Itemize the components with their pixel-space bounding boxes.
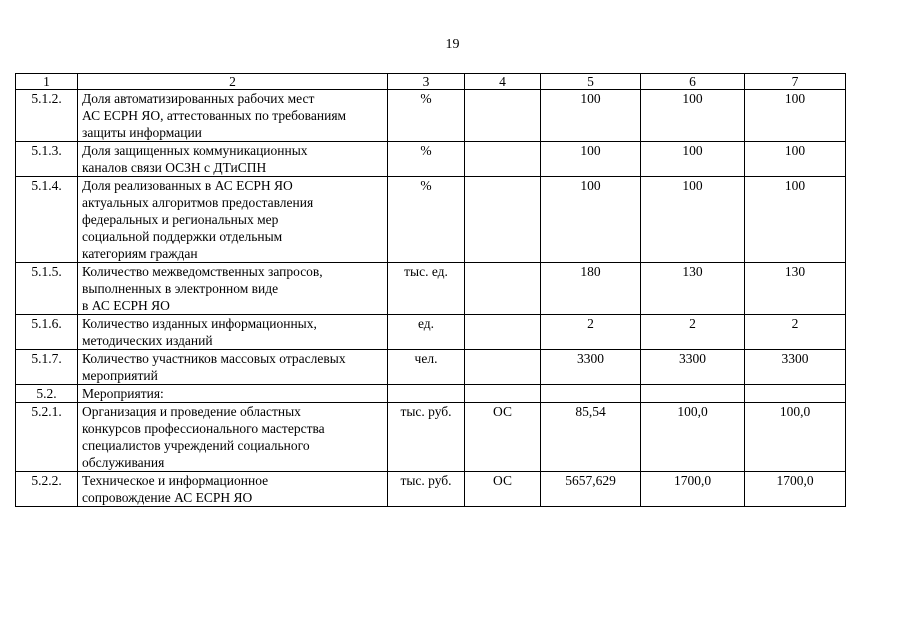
indicator-name-line: специалистов учреждений социального	[82, 438, 310, 453]
indicator-name-cell	[78, 177, 388, 263]
indicator-name-cell	[78, 315, 388, 350]
indicator-name-cell	[78, 472, 388, 507]
indicator-name-line: каналов связи ОСЗН с ДТиСПН	[82, 160, 267, 175]
unit-cell: тыс. руб.	[388, 403, 465, 472]
indicator-name-line: Количество изданных информационных,	[82, 316, 317, 331]
table-row	[16, 177, 846, 263]
value-col5-cell: 85,54	[541, 403, 641, 472]
header-cell: 1	[16, 74, 78, 90]
funding-source-cell	[465, 90, 541, 142]
value-col7-cell: 100,0	[745, 403, 846, 472]
funding-source-cell	[465, 177, 541, 263]
value-col6-cell	[641, 385, 745, 403]
header-cell: 7	[745, 74, 846, 90]
row-number-cell: 5.1.4.	[16, 177, 78, 263]
header-cell: 4	[465, 74, 541, 90]
indicator-name-cell	[78, 403, 388, 472]
row-number-cell: 5.1.7.	[16, 350, 78, 385]
value-col7-cell: 3300	[745, 350, 846, 385]
unit-cell: %	[388, 177, 465, 263]
row-number-cell: 5.2.2.	[16, 472, 78, 507]
value-col5-cell	[541, 385, 641, 403]
indicator-name-line: категориям граждан	[82, 246, 198, 261]
table-row	[16, 315, 846, 350]
value-col6-cell: 100	[641, 142, 745, 177]
unit-cell	[388, 385, 465, 403]
funding-source-cell	[465, 142, 541, 177]
header-cell: 3	[388, 74, 465, 90]
funding-source-cell	[465, 385, 541, 403]
header-cell: 2	[78, 74, 388, 90]
value-col7-cell: 130	[745, 263, 846, 315]
value-col7-cell: 2	[745, 315, 846, 350]
indicator-name-cell	[78, 142, 388, 177]
value-col6-cell: 1700,0	[641, 472, 745, 507]
indicators-table	[15, 73, 846, 507]
value-col6-cell: 100,0	[641, 403, 745, 472]
value-col5-cell: 180	[541, 263, 641, 315]
indicator-name-line: Доля защищенных коммуникационных	[82, 143, 308, 158]
indicator-name-line: федеральных и региональных мер	[82, 212, 279, 227]
value-col5-cell: 100	[541, 142, 641, 177]
funding-source-cell: ОС	[465, 472, 541, 507]
indicator-name-line: Мероприятия:	[82, 386, 164, 401]
indicator-name-cell	[78, 263, 388, 315]
funding-source-cell	[465, 350, 541, 385]
value-col6-cell: 3300	[641, 350, 745, 385]
indicator-name-line: конкурсов профессионального мастерства	[82, 421, 325, 436]
indicator-name-line: защиты информации	[82, 125, 202, 140]
table-row	[16, 403, 846, 472]
value-col5-cell: 2	[541, 315, 641, 350]
indicator-name-cell	[78, 350, 388, 385]
indicator-name-line: социальной поддержки отдельным	[82, 229, 283, 244]
value-col5-cell: 100	[541, 177, 641, 263]
header-cell: 5	[541, 74, 641, 90]
value-col7-cell: 100	[745, 142, 846, 177]
row-number-cell: 5.1.5.	[16, 263, 78, 315]
value-col5-cell: 3300	[541, 350, 641, 385]
table-header-row	[16, 74, 846, 90]
unit-cell: ед.	[388, 315, 465, 350]
indicator-name-line: Доля автоматизированных рабочих мест	[82, 91, 315, 106]
unit-cell: %	[388, 90, 465, 142]
value-col7-cell: 100	[745, 90, 846, 142]
funding-source-cell	[465, 315, 541, 350]
indicator-name-cell	[78, 385, 388, 403]
funding-source-cell: ОС	[465, 403, 541, 472]
indicator-name-line: Количество участников массовых отраслевых	[82, 351, 346, 366]
row-number-cell: 5.2.1.	[16, 403, 78, 472]
indicator-name-line: методических изданий	[82, 333, 213, 348]
unit-cell: %	[388, 142, 465, 177]
table-row	[16, 263, 846, 315]
value-col5-cell: 100	[541, 90, 641, 142]
indicator-name-line: Количество межведомственных запросов,	[82, 264, 323, 279]
table-row	[16, 142, 846, 177]
indicator-name-line: сопровождение АС ЕСРН ЯО	[82, 490, 253, 505]
indicator-name-line: обслуживания	[82, 455, 165, 470]
value-col7-cell: 1700,0	[745, 472, 846, 507]
indicator-name-line: мероприятий	[82, 368, 158, 383]
row-number-cell: 5.1.3.	[16, 142, 78, 177]
unit-cell: тыс. руб.	[388, 472, 465, 507]
indicator-name-line: АС ЕСРН ЯО, аттестованных по требованиям	[82, 108, 347, 123]
page-number: 19	[445, 37, 460, 52]
value-col6-cell: 130	[641, 263, 745, 315]
value-col7-cell	[745, 385, 846, 403]
value-col7-cell: 100	[745, 177, 846, 263]
table-row	[16, 385, 846, 403]
value-col5-cell: 5657,629	[541, 472, 641, 507]
indicator-name-line: Техническое и информационное	[82, 473, 269, 488]
value-col6-cell: 2	[641, 315, 745, 350]
indicator-name-line: актуальных алгоритмов предоставления	[82, 195, 314, 210]
row-number-cell: 5.1.6.	[16, 315, 78, 350]
indicator-name-cell	[78, 90, 388, 142]
unit-cell: тыс. ед.	[388, 263, 465, 315]
funding-source-cell	[465, 263, 541, 315]
indicator-name-line: Доля реализованных в АС ЕСРН ЯО	[82, 178, 293, 193]
header-cell: 6	[641, 74, 745, 90]
indicator-name-line: выполненных в электронном виде	[82, 281, 279, 296]
value-col6-cell: 100	[641, 177, 745, 263]
indicator-name-line: Организация и проведение областных	[82, 404, 301, 419]
indicator-name-line: в АС ЕСРН ЯО	[82, 298, 170, 313]
row-number-cell: 5.2.	[16, 385, 78, 403]
value-col6-cell: 100	[641, 90, 745, 142]
unit-cell: чел.	[388, 350, 465, 385]
table-row	[16, 472, 846, 507]
row-number-cell: 5.1.2.	[16, 90, 78, 142]
table-row	[16, 90, 846, 142]
table-row	[16, 350, 846, 385]
